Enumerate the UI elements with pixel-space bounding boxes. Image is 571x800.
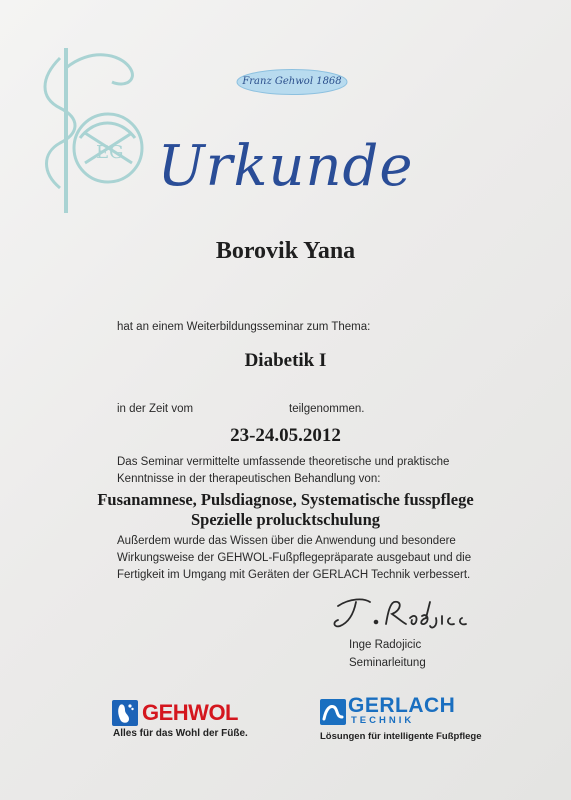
subjects-line-1: Fusanamnese, Pulsdiagnose, Systematische fusspflege [97,490,474,509]
svg-text:EG: EG [96,142,124,163]
certificate-title: Urkunde [157,134,414,199]
gerlach-wave-icon [320,699,346,725]
extra-line-2: Wirkungsweise der GEHWOL-Fußpflegepräparate ausgebaut und die [117,552,472,564]
gerlach-tagline: Lösungen für intelligente Fußpflege [320,731,482,742]
seminar-date: 23-24.05.2012 [230,425,341,446]
signature-banner-text: Franz Gehwol 1868 [242,76,342,87]
gerlach-logo-subtext: TECHNIK [351,715,415,726]
subjects-line-2: Spezielle prolucktschulung [190,510,381,529]
gehwol-tagline: Alles für das Wohl der Füße. [113,728,248,739]
description-line-1: Das Seminar vermittelte umfassende theoretische und praktische [117,456,450,468]
extra-line-3: Fertigkeit im Umgang mit Geräten der GERLACH Technik verbessert. [117,569,471,581]
gehwol-logo-text: GEHWOL [142,700,238,725]
intro-text: hat an einem Weiterbildungsseminar zum Thema: [117,321,371,333]
period-suffix: teilgenommen. [289,403,365,415]
description-line-2: Kenntnisse in der therapeutischen Behandlung von: [117,473,381,485]
extra-line-1: Außerdem wurde das Wissen über die Anwendung und besondere [117,535,456,547]
seminar-topic: Diabetik I [244,350,327,371]
signer-role: Seminarleitung [349,657,426,669]
recipient-name: Borovik Yana [215,238,356,264]
handwritten-signature [330,592,480,632]
gehwol-foot-icon [112,700,138,726]
subjects [0,490,571,530]
period-prefix: in der Zeit vom [117,403,194,415]
signer-name: Inge Radojicic [349,639,422,651]
gerlach-logo-text: GERLACH [348,694,456,717]
